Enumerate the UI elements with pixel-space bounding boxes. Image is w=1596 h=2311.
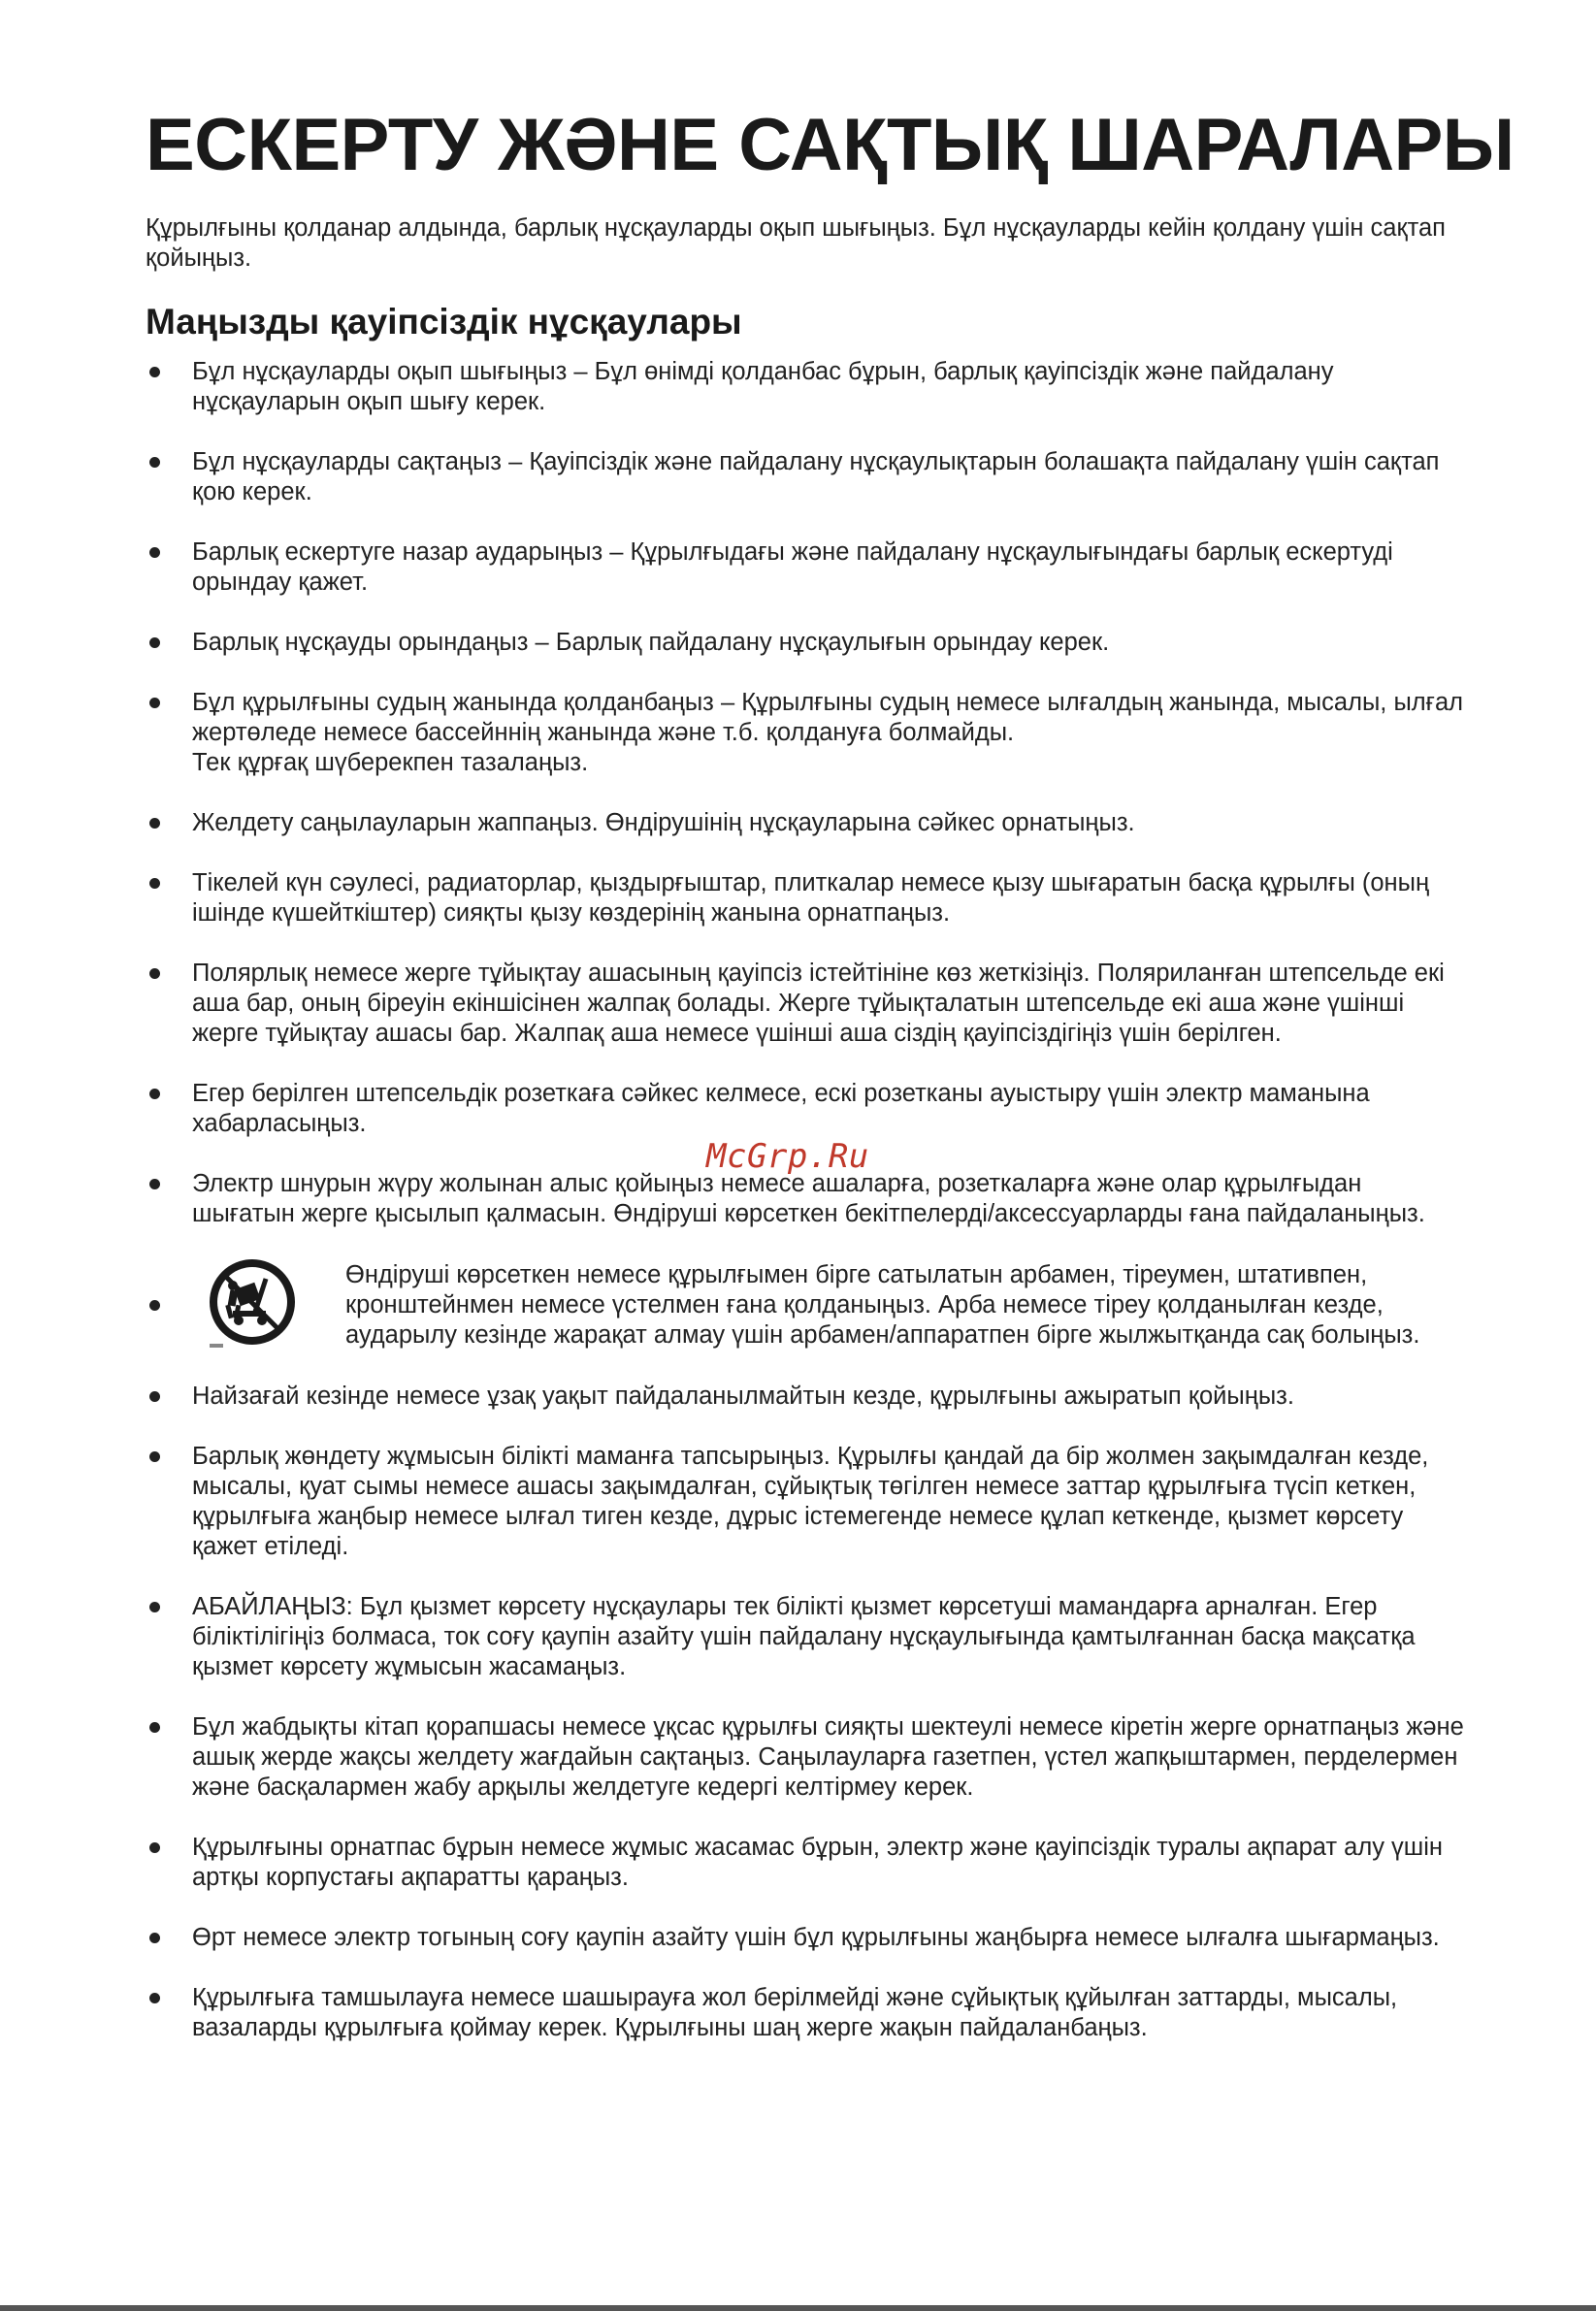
bullet-icon — [149, 547, 160, 558]
list-item — [146, 1592, 1465, 1682]
document-content — [146, 103, 1515, 2073]
list-item — [146, 868, 1465, 928]
list-item-cart — [146, 1252, 1465, 1358]
list-item-text: Тікелей күн сәулесі, радиаторлар, қыздырғыштар, плиткалар немесе қызу шығаратын басқа құрылғы (оның ішінде күшейткіштер) сияқты қызу көздерінің жанына орнатпаңыз. — [192, 869, 1430, 927]
list-item-text: Найзағай кезінде немесе ұзақ уақыт пайдаланылмайтын кезде, құрылғыны ажыратып қойыңыз. — [192, 1383, 1294, 1410]
list-item-text: Желдету саңылауларын жаппаңыз. Өндірушінің нұсқауларына сәйкес орнатыңыз. — [192, 809, 1135, 836]
list-item — [146, 1169, 1465, 1229]
list-item — [146, 537, 1465, 598]
bullet-icon — [149, 1933, 160, 1943]
safety-instructions-list — [146, 357, 1465, 2043]
list-item-text: Құрылғыны орнатпас бұрын немесе жұмыс жасамас бұрын, электр және қауіпсіздік туралы ақпарат алу үшін артқы корпустағы ақпаратты қараңыз. — [192, 1834, 1443, 1891]
list-item-text: Өндіруші көрсеткен немесе құрылғымен бірге сатылатын арбамен, тіреумен, штативпен, кронштейнмен немесе үстелмен ғана қолданыңыз. Арба немесе тіреу қолданылған кезде, аударылу кезінде жарақат алмау үшін арбамен/аппаратпен бірге жылжытқанда сақ болыңыз. — [345, 1260, 1420, 1349]
page-title: ЕСКЕРТУ ЖӘНЕ САҚТЫҚ ШАРАЛАРЫ — [146, 104, 1515, 186]
bottom-rule — [0, 2305, 1596, 2311]
bullet-icon — [149, 367, 160, 377]
list-item-text: Бұл құрылғыны судың жанында қолданбаңыз – Құрылғыны судың немесе ылғалдың жанында, мысалы, ылғал жертөледе немесе бассейннің жанында және т.б. қолдануға болмайды. Тек құрғақ шүберекпен тазалаңыз. — [192, 689, 1464, 776]
bullet-icon — [149, 1300, 160, 1311]
list-item — [146, 628, 1465, 658]
list-item — [146, 1833, 1465, 1893]
list-item — [146, 357, 1465, 417]
bullet-icon — [149, 1089, 160, 1099]
list-item-text: Бұл нұсқауларды сақтаңыз – Қауіпсіздік және пайдалану нұсқаулықтарын болашақта пайдалану үшін сақтап қою керек. — [192, 448, 1440, 505]
cart-warning-icon — [204, 1256, 301, 1353]
list-item-text: Бұл жабдықты кітап қорапшасы немесе ұқсас құрылғы сияқты шектеулі немесе кіретін жерге орнатпаңыз және ашық жерде жақсы желдету жағдайын сақтаңыз. Саңылауларға газетпен, үстел жапқыштармен, перделермен және басқалармен жабу арқылы желдетуге кедергі келтірмеу керек. — [192, 1713, 1464, 1801]
list-item-text: Құрылғыға тамшылауға немесе шашырауға жол берілмейді және сұйықтық құйылған заттарды, мысалы, вазаларды құрылғыға қоймау керек. Құрылғыны шаң жерге жақын пайдаланбаңыз. — [192, 1984, 1398, 2041]
bullet-icon — [149, 818, 160, 829]
list-item — [146, 688, 1465, 778]
list-item — [146, 1382, 1465, 1412]
section-title: Маңызды қауіпсіздік нұсқаулары — [146, 302, 742, 342]
list-item — [146, 447, 1465, 507]
bullet-icon — [149, 637, 160, 648]
list-item — [146, 808, 1465, 838]
bullet-icon — [149, 1391, 160, 1402]
list-item-text: АБАЙЛАҢЫЗ: Бұл қызмет көрсету нұсқаулары тек білікті қызмет көрсетуші мамандарға арналған. Егер біліктілігіңіз болмаса, ток соғу қаупін азайту үшін пайдалану нұсқаулығында қамтылғаннан басқа мақсатқа қызмет көрсету жұмысын жасамаңыз. — [192, 1593, 1416, 1680]
bullet-icon — [149, 1602, 160, 1612]
list-item-text: Барлық ескертуге назар аударыңыз – Құрылғыдағы және пайдалану нұсқаулығындағы барлық ескертуді орындау қажет. — [192, 538, 1393, 596]
list-item — [146, 1712, 1465, 1803]
intro-paragraph: Құрылғыны қолданар алдында, барлық нұсқауларды оқып шығыңыз. Бұл нұсқауларды кейін қолдану үшін сақтап қойыңыз. — [146, 214, 1446, 272]
bullet-icon — [149, 698, 160, 708]
list-item-text: Бұл нұсқауларды оқып шығыңыз – Бұл өнімді қолданбас бұрын, барлық қауіпсіздік және пайдалану нұсқауларын оқып шығу керек. — [192, 358, 1334, 415]
bullet-icon — [149, 878, 160, 889]
list-item-text: Егер берілген штепсельдік розеткаға сәйкес келмесе, ескі розетканы ауыстыру үшін электр маманына хабарласыңыз. — [192, 1080, 1370, 1137]
bullet-icon — [149, 968, 160, 979]
list-item — [146, 1983, 1465, 2043]
list-item — [146, 1923, 1465, 1953]
list-item-text: Барлық жөндету жұмысын білікті маманға тапсырыңыз. Құрылғы қандай да бір жолмен зақымдалған кезде, мысалы, қуат сымы немесе ашасы зақымдалған, сұйықтық төгілген немесе заттар құрылғыға түсіп кеткен, құрылғыға жаңбыр немесе ылғал тиген кезде, дұрыс істемегенде немесе құлап кеткенде, қызмет көрсету қажет етіледі. — [192, 1443, 1429, 1560]
watermark-text: McGrp.Ru — [706, 1137, 869, 1176]
bullet-icon — [149, 1722, 160, 1733]
bullet-icon — [149, 1993, 160, 2003]
list-item-text: Барлық нұсқауды орындаңыз – Барлық пайдалану нұсқаулығын орындау керек. — [192, 629, 1110, 656]
list-item-text: Өрт немесе электр тогының соғу қаупін азайту үшін бұл құрылғыны жаңбырға немесе ылғалға шығармаңыз. — [192, 1924, 1440, 1951]
list-item-text: Полярлық немесе жерге тұйықтау ашасының қауіпсіз істейтініне көз жеткізіңіз. Поляриланған штепсельде екі аша бар, оның біреуін екіншісінен жалпақ болады. Жерге тұйықталатын штепсельде екі аша және үшінші жерге тұйықтау ашасы бар. Жалпақ аша немесе үшінші аша сіздің қауіпсіздігіңіз үшін берілген. — [192, 960, 1445, 1047]
bullet-icon — [149, 1179, 160, 1189]
list-item — [146, 1442, 1465, 1562]
bullet-icon — [149, 1842, 160, 1853]
list-item-text: Электр шнурын жүру жолынан алыс қойыңыз немесе ашаларға, розеткаларға және олар құрылғыдан шығатын жерге қысылып қалмасын. Өндіруші көрсеткен бекітпелерді/аксессуарларды ғана пайдаланыңыз. — [192, 1170, 1425, 1227]
list-item — [146, 959, 1465, 1049]
bullet-icon — [149, 1451, 160, 1462]
bullet-icon — [149, 457, 160, 468]
list-item — [146, 1079, 1465, 1139]
